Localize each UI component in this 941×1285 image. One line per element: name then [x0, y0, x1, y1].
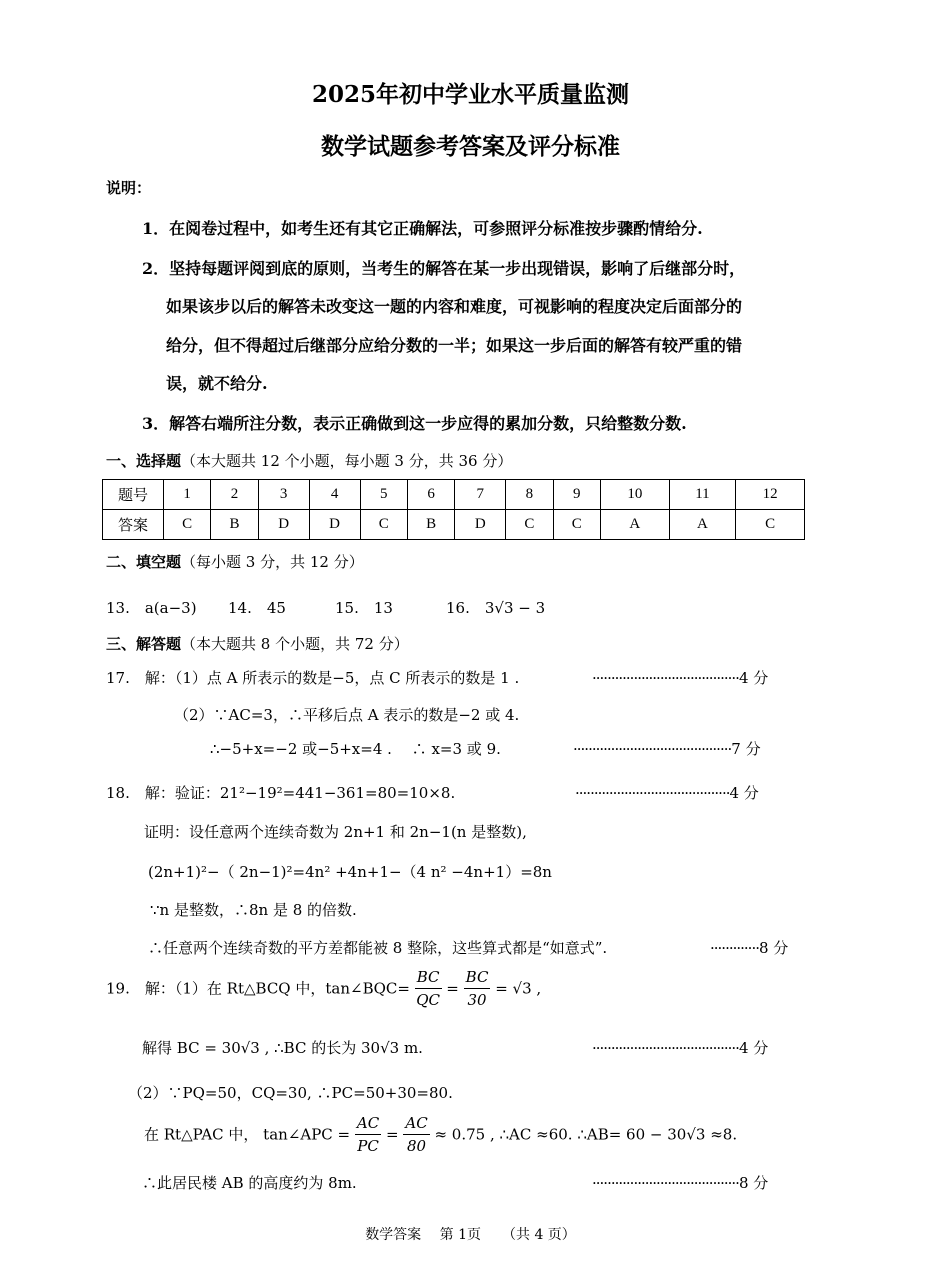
answer-cell: A — [600, 510, 669, 540]
question-number: 9 — [553, 480, 600, 510]
page-footer: 数学答案 第 1页 （共 4 页） — [365, 1227, 576, 1243]
fraction-ac-pc: $\frac{AC}{PC}$ — [356, 1114, 380, 1155]
question-number: 8 — [506, 480, 553, 510]
page-title: 2025年初中学业水平质量监测 — [311, 81, 629, 108]
q19-line-3: （2）∵PQ=50，CQ=30, ∴PC=50+30=80. — [128, 1084, 453, 1102]
note-2-line-2: 如果该步以后的解答未改变这一题的内容和难度，可视影响的程度决定后面部分的 — [166, 297, 743, 316]
fraction-bc-30: $\frac{BC}{30}$ — [465, 968, 489, 1009]
row-header-answer: 答案 — [103, 510, 164, 540]
table-row — [103, 510, 805, 540]
table-row — [103, 480, 805, 510]
answer-cell: C — [553, 510, 600, 540]
q18-line-2: 证明：设任意两个连续奇数为 2n+1 和 2n−1(n 是整数), — [144, 823, 527, 841]
answer-16: 16. 3√3 − 3 — [446, 599, 546, 617]
q18-line-3: (2n+1)²−（ 2n−1)²=4n² +4n+1−（4 n² −4n+1）=8n — [148, 863, 552, 881]
q17-line-1: 17. 解：（1）点 A 所表示的数是−5，点 C 所表示的数是 1 . — [106, 669, 520, 687]
section-3-header — [106, 633, 409, 654]
answer-cell: D — [455, 510, 506, 540]
q18-line-5: ∴任意两个连续奇数的平方差都能被 8 整除，这些算式都是“如意式”. — [148, 939, 608, 957]
fraction-ac-80: $\frac{AC}{80}$ — [405, 1114, 428, 1155]
q19-line-5: ∴此居民楼 AB 的高度约为 8m. — [142, 1174, 357, 1192]
note-2-line-4: 误，就不给分. — [166, 374, 268, 393]
section-1-header — [106, 450, 512, 471]
q19-score-5: ·······································8 分 — [592, 1174, 769, 1192]
question-number: 5 — [360, 480, 407, 510]
q17-score-1: ·······································4 分 — [592, 669, 769, 687]
fraction-bc-qc: $\frac{BC}{QC}$ — [416, 968, 440, 1009]
answer-cell: C — [360, 510, 407, 540]
answer-cell: B — [407, 510, 454, 540]
note-1: 1．在阅卷过程中，如考生还有其它正确解法，可参照评分标准按步骤酌情给分. — [142, 219, 703, 238]
section-2-header — [106, 551, 364, 572]
note-2-line-1: 2．坚持每题评阅到底的原则，当考生的解答在某一步出现错误，影响了后继部分时， — [142, 259, 746, 278]
answer-cell: C — [736, 510, 805, 540]
q18-line-4: ∵n 是整数，∴8n 是 8 的倍数. — [150, 901, 357, 919]
question-number: 4 — [309, 480, 360, 510]
section-1-note: （本大题共 12 个小题，每小题 3 分，共 36 分） — [181, 452, 513, 470]
section-2-heading: 二、填空题 — [106, 553, 182, 571]
question-number: 11 — [669, 480, 735, 510]
question-number: 10 — [600, 480, 669, 510]
q18-score-5: ·············8 分 — [710, 939, 789, 957]
answer-cell: B — [211, 510, 258, 540]
q19-line-4: 在 Rt△PAC 中， tan∠APC = $\frac{AC}{PC}$ = $\frac{AC}{80}$ ≈ 0.75 , ∴AC ≈60. ∴AB= 60 − 30√3 ≈8. — [144, 1114, 738, 1155]
section-3-note: （本大题共 8 个小题，共 72 分） — [181, 635, 409, 653]
q19-line-2: 解得 BC = 30√3 , ∴BC 的长为 30√3 m. — [142, 1039, 423, 1057]
question-number: 6 — [407, 480, 454, 510]
notes-label: 说明： — [106, 179, 152, 197]
question-number: 2 — [211, 480, 258, 510]
answer-13: 13. a(a−3) — [106, 599, 197, 617]
q17-line-3: ∴−5+x=−2 或−5+x=4 . ∴ x=3 或 9. — [210, 740, 501, 758]
question-number: 7 — [455, 480, 506, 510]
section-2-note: （每小题 3 分，共 12 分） — [181, 553, 364, 571]
answer-cell: D — [258, 510, 309, 540]
question-number: 12 — [736, 480, 805, 510]
q18-score-1: ·········································4 分 — [575, 784, 759, 802]
question-number: 1 — [164, 480, 211, 510]
answer-14: 14. 45 — [228, 599, 286, 617]
answer-15: 15. 13 — [335, 599, 393, 617]
q17-score-3: ··········································7 分 — [573, 740, 761, 758]
row-header-number: 题号 — [103, 480, 164, 510]
answer-cell: C — [164, 510, 211, 540]
note-2-line-3: 给分，但不得超过后继部分应给分数的一半；如果这一步后面的解答有较严重的错 — [166, 336, 743, 355]
q19-score-2: ·······································4 分 — [592, 1039, 769, 1057]
section-3-heading: 三、解答题 — [106, 635, 182, 653]
q18-line-1: 18. 解：验证：21²−19²=441−361=80=10×8. — [106, 784, 456, 802]
answer-cell: D — [309, 510, 360, 540]
answer-cell: A — [669, 510, 735, 540]
note-3: 3．解答右端所注分数，表示正确做到这一步应得的累加分数，只给整数分数. — [142, 414, 687, 433]
q17-line-2: （2）∵AC=3，∴平移后点 A 表示的数是−2 或 4. — [174, 706, 520, 724]
section-1-heading: 一、选择题 — [106, 452, 182, 470]
q19-line-1: 19. 解：（1）在 Rt△BCQ 中，tan∠BQC= $\frac{BC}{QC}$ = $\frac{BC}{30}$ = √3 , — [106, 968, 542, 1009]
answer-table — [102, 479, 805, 540]
question-number: 3 — [258, 480, 309, 510]
page-subtitle: 数学试题参考答案及评分标准 — [321, 133, 620, 160]
answer-cell: C — [506, 510, 553, 540]
